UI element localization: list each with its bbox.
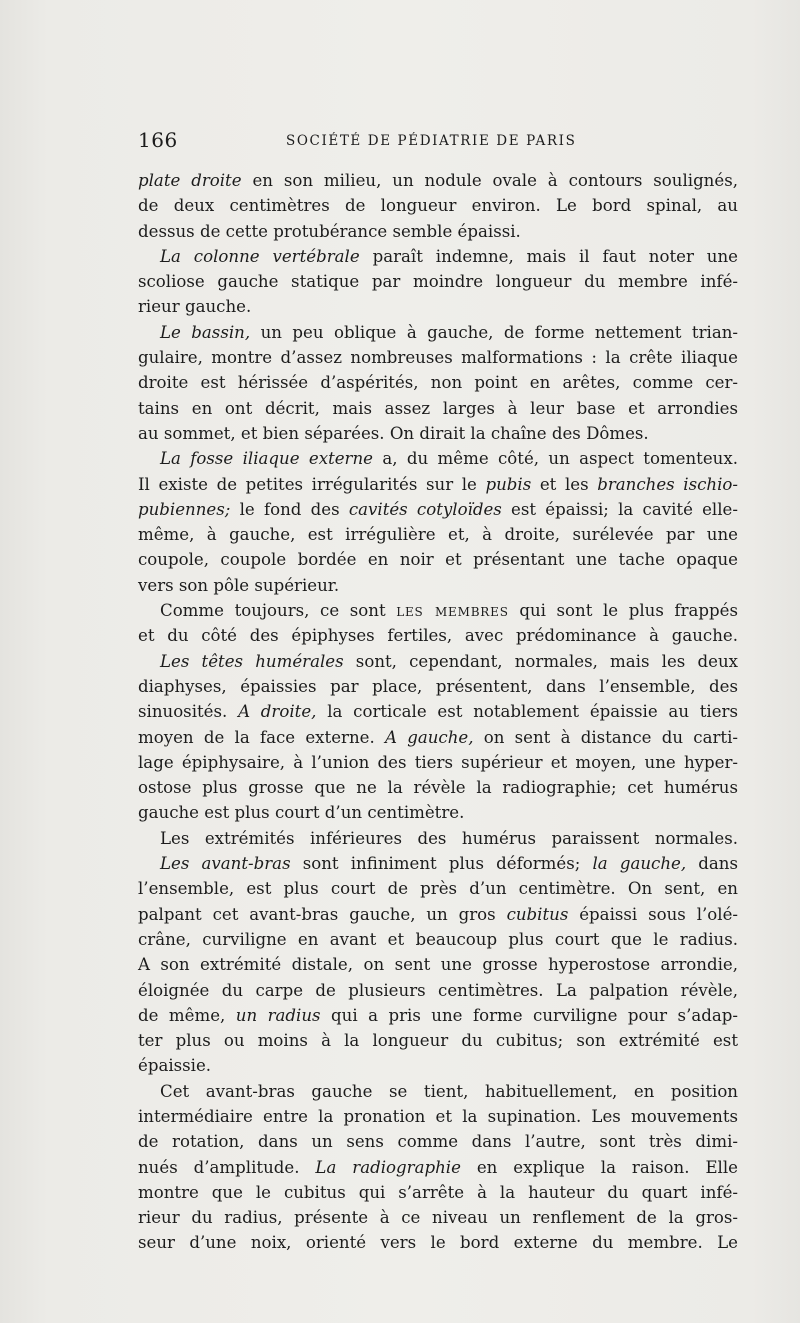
text-segment: vers son pôle supérieur.: [138, 575, 340, 595]
italic-text: la gauche,: [592, 854, 687, 874]
text-line: [138, 497, 738, 522]
text-segment: les membres: [396, 601, 509, 621]
text-line: [138, 472, 738, 497]
text-segment: dans: [686, 854, 738, 874]
text-line: [138, 598, 738, 623]
text-line: [138, 902, 738, 927]
text-segment: sont, cependant, normales, mais les deux: [343, 651, 738, 671]
italic-text: cubitus: [506, 904, 569, 924]
italic-text: La radiographie: [315, 1157, 461, 1177]
text-segment: droite est hérissée d’aspérités, non point en arêtes, comme cer-: [138, 373, 738, 393]
italic-text: pubiennes;: [138, 499, 231, 519]
text-segment: qui a pris une forme curviligne pour s’adap-: [320, 1005, 738, 1025]
text-segment: Les extrémités inférieures des humérus paraissent normales.: [160, 828, 738, 848]
text-segment: rieur gauche.: [138, 297, 252, 317]
text-line: [138, 522, 738, 547]
text-segment: le fond des: [230, 499, 349, 519]
text-line: [138, 269, 738, 294]
text-segment: Comme toujours, ce sont: [160, 601, 397, 621]
text-segment: épaissie.: [138, 1056, 212, 1076]
text-segment: un peu oblique à gauche, de forme nettement trian-: [250, 322, 739, 342]
text-segment: on sent à distance du carti-: [473, 727, 738, 747]
italic-text: un radius: [235, 1005, 321, 1025]
text-line: [138, 978, 738, 1003]
text-line: [138, 674, 738, 699]
text-line: [138, 370, 738, 395]
text-segment: diaphyses, épaissies par place, présentent, dans l’ensemble, des: [138, 676, 738, 696]
text-segment: lage épiphysaire, à l’union des tiers supérieur et moyen, une hyper-: [138, 752, 738, 772]
text-segment: et du côté des épiphyses fertiles, avec prédominance à gauche.: [138, 626, 738, 646]
text-segment: montre que le cubitus qui s’arrête à la hauteur du quart infé-: [138, 1182, 738, 1202]
text-line: [138, 649, 738, 674]
text-line: [138, 446, 738, 471]
text-line: [138, 1028, 738, 1053]
text-line: [138, 623, 738, 648]
text-segment: en explique la raison. Elle: [460, 1157, 738, 1177]
text-segment: même, à gauche, est irrégulière et, à droite, surélevée par une: [138, 525, 738, 545]
text-segment: est épaissi; la cavité elle-: [501, 499, 738, 519]
text-segment: de rotation, dans un sens comme dans l’autre, sont très dimi-: [138, 1132, 738, 1152]
text-line: [138, 927, 738, 952]
italic-text: Les avant-bras: [160, 854, 291, 874]
text-line: [138, 725, 738, 750]
text-segment: tains en ont décrit, mais assez larges à leur base et arrondies: [138, 398, 738, 418]
text-line: [138, 1155, 738, 1180]
text-segment: Il existe de petites irrégularités sur le: [138, 474, 486, 494]
text-segment: coupole, coupole bordée en noir et présentant une tache opaque: [138, 550, 738, 570]
text-line: [138, 1230, 738, 1255]
text-line: [138, 1053, 738, 1078]
text-segment: a, du même côté, un aspect tomenteux.: [373, 449, 738, 469]
text-segment: sinuosités.: [138, 702, 239, 722]
text-segment: scoliose gauche statique par moindre longueur du membre infé-: [138, 272, 738, 292]
text-line: [138, 826, 738, 851]
italic-text: Le bassin,: [160, 322, 251, 342]
page-number: 166: [138, 128, 178, 152]
text-line: [138, 1205, 738, 1230]
text-line: [138, 573, 738, 598]
body-text: [138, 168, 738, 1256]
text-segment: dessus de cette protubérance semble épaissi.: [138, 221, 521, 241]
text-segment: Cet avant-bras gauche se tient, habituellement, en position: [160, 1081, 738, 1101]
text-segment: au sommet, et bien séparées. On dirait la chaîne des Dômes.: [138, 423, 649, 443]
text-segment: gauche est plus court d’un centimètre.: [138, 803, 465, 823]
text-segment: de deux centimètres de longueur environ. Le bord spinal, au: [138, 196, 738, 216]
text-line: [138, 1129, 738, 1154]
text-segment: seur d’une noix, orienté vers le bord externe du membre. Le: [138, 1233, 738, 1253]
text-line: [138, 1180, 738, 1205]
text-segment: moyen de la face externe.: [138, 727, 385, 747]
text-segment: ostose plus grosse que ne la révèle la radiographie; cet humérus: [138, 778, 738, 798]
text-segment: ter plus ou moins à la longueur du cubitus; son extrémité est: [138, 1031, 738, 1051]
text-line: [138, 421, 738, 446]
text-segment: rieur du radius, présente à ce niveau un renflement de la gros-: [138, 1208, 738, 1228]
text-segment: de même,: [138, 1005, 236, 1025]
text-line: [138, 800, 738, 825]
text-segment: paraît indemne, mais il faut noter une: [359, 246, 738, 266]
text-line: [138, 1104, 738, 1129]
running-title: SOCIÉTÉ DE PÉDIATRIE DE PARIS: [286, 133, 577, 149]
text-segment: la corticale est notablement épaissie au tiers: [316, 702, 739, 722]
italic-text: A droite,: [238, 702, 317, 722]
italic-text: cavités cotyloïdes: [348, 499, 502, 519]
page-header: [138, 128, 738, 156]
text-line: [138, 168, 738, 193]
text-segment: et les: [531, 474, 598, 494]
text-line: [138, 775, 738, 800]
text-segment: A son extrémité distale, on sent une grosse hyperostose arrondie,: [138, 955, 738, 975]
text-line: [138, 851, 738, 876]
text-line: [138, 244, 738, 269]
text-segment: l’ensemble, est plus court de près d’un centimètre. On sent, en: [138, 879, 738, 899]
text-line: [138, 547, 738, 572]
italic-text: pubis: [485, 474, 532, 494]
italic-text: Les têtes humérales: [160, 651, 344, 671]
text-line: [138, 699, 738, 724]
text-segment: qui sont le plus frappés: [508, 601, 738, 621]
text-segment: éloignée du carpe de plusieurs centimètres. La palpation révèle,: [138, 980, 738, 1000]
text-segment: nués d’amplitude.: [138, 1157, 316, 1177]
text-line: [138, 396, 738, 421]
text-segment: gulaire, montre d’assez nombreuses malformations : la crête iliaque: [138, 348, 738, 368]
text-line: [138, 1003, 738, 1028]
text-segment: en son milieu, un nodule ovale à contours soulignés,: [241, 171, 738, 190]
text-line: [138, 219, 738, 244]
text-line: [138, 193, 738, 218]
text-line: [138, 1079, 738, 1104]
text-line: [138, 320, 738, 345]
italic-text: A gauche,: [384, 727, 474, 747]
text-line: [138, 750, 738, 775]
text-line: [138, 876, 738, 901]
italic-text: plate droite: [138, 171, 242, 190]
italic-text: La fosse iliaque externe: [160, 449, 373, 469]
text-segment: sont infiniment plus déformés;: [290, 854, 593, 874]
text-segment: intermédiaire entre la pronation et la supination. Les mouvements: [138, 1106, 738, 1126]
text-line: [138, 294, 738, 319]
text-line: [138, 952, 738, 977]
italic-text: branches ischio-: [597, 474, 738, 494]
text-line: [138, 345, 738, 370]
text-segment: palpant cet avant-bras gauche, un gros: [138, 904, 507, 924]
italic-text: La colonne vertébrale: [160, 246, 360, 266]
text-segment: crâne, curviligne en avant et beaucoup plus court que le radius.: [138, 929, 738, 949]
text-segment: épaissi sous l’olé-: [568, 904, 739, 924]
